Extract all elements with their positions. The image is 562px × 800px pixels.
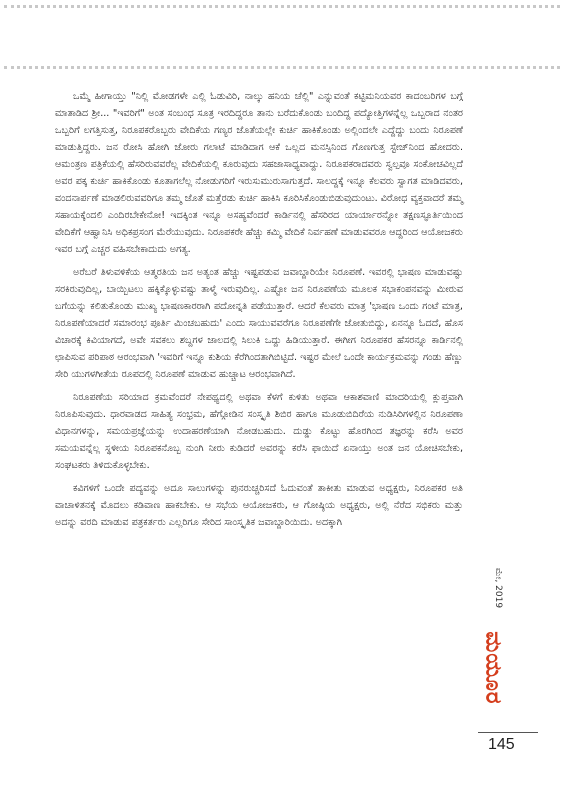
article-paragraph: ಒಮ್ಮೆ ಹೀಗಾಯ್ತು "ನಿಲ್ಲಿ ಮೋಡಗಳೇ ಎಲ್ಲಿ ಓಡುವಿರಿ, ನಾಲ್ಕು ಹನಿಯ ಚೆಲ್ಲಿ" ಎನ್ನುವಂತೆ ಕಟ್ಟಿಮನಿಯವರ ಕಾದಂಬರಿಗಳ ಬಗ್ಗೆ ಮಾತಾಡಿದ ಶ್ರೀ... "ಇವರಿಗೆ" ಅಂತ ಸಂಬಂಧ ಸೂತ್ರ ಇರದಿದ್ದರೂ ತಾನು ಬರೆದುಕೊಂಡು ಬಂದಿದ್ದ ಪದ್ಯೋತ್ತಿಗಳನ್ನೆಲ್ಲ ಒಬ್ಬರಾದ ನಂತರ ಒಬ್ಬರಿಗೆ ಲಗತ್ತಿಸುತ್ತ, ನಿರೂಪಕರೊಬ್ಬರು ವೇದಿಕೆಯ ಗಣ್ಯರ ಜೊತೆಯಲ್ಲೇ ಕುರ್ಚಿ ಹಾಕಿಕೊಂಡು ಅಲ್ಲಿಂದಲೇ ಎದ್ದೆದ್ದು ಬಂದು ನಿರೂಪಣೆ ಮಾಡುತ್ತಿದ್ದರು. ಜನ ರೋಸಿ ಹೋಗಿ ಜೋರು ಗಲಾಟೆ ಮಾಡಿದಾಗ ಆಕೆ ಒಲ್ಲದ ಮನಸ್ಸಿನಿಂದ ಗೊಣಗುತ್ತ ಸ್ಟೇಜ್‌ನಿಂದ ಹೋದರು. ಆಮಂತ್ರಣ ಪತ್ರಿಕೆಯಲ್ಲಿ ಹೆಸರಿರುವವರೆಲ್ಲ ವೇದಿಕೆಯಲ್ಲಿ ಕೂರುವುದು ಸಹಜಾಸಾಧ್ಯವಾದ್ದು. ನಿರೂಪಕರಾದವರು ಸ್ವಲ್ಪವೂ ಸಂಕೋಚವಿಲ್ಲದೆ ಅವರ ಪಕ್ಕ ಕುರ್ಚಿ ಹಾಕಿಕೊಂಡು ಕೂತಾಗಲೆಲ್ಲ ನೋಡುಗರಿಗೆ ಇರುಸುಮುರುಸಾಗುತ್ತದೆ. ಸಾಲದ್ದಕ್ಕೆ ಇನ್ನೂ ಕೆಲವರು ಸ್ವಾಗತ ಮಾಡಿದವರು, ವಂದನಾರ್ಪಣೆ ಮಾಡಲಿರುವವರಿಗೂ ತಮ್ಮ ಜೊತೆ ಮತ್ತೆರಡು ಕುರ್ಚಿ ಹಾಕಿಸಿ ಕೂರಿಸಿಕೊಂಡುಬಿಡುವುದುಂಟು. ವಿರೋಧ ವ್ಯಕ್ತವಾದರೆ ತಮ್ಮ ಸಹಾಯಕ್ಕೆಂದಲಿ ಎಂದಿರಬೇಕೇನೋ! ಇದಕ್ಕಿಂತ ಇನ್ನೂ ಅಸಹ್ಯವೆಂದರೆ ಕಾರ್ಡಿನಲ್ಲಿ ಹೆಸರಿರದ ಯಾರ್ಯಾರನ್ನೋ ತಕ್ಷಣಸ್ಫೂರ್ತಿಯಿಂದ ವೇದಿಕೆಗೆ ಆಹ್ವಾನಿಸಿ ಅಧಿಕಪ್ರಸಂಗ ಮೆರೆಯುವುದು. ನಿರೂಪಕರೇ ಹೆಚ್ಚು ಕಮ್ಮಿ ವೇದಿಕೆ ನಿರ್ವಹಣೆ ಮಾಡುವವರೂ ಆದ್ದರಿಂದ ಆಯೋಜಕರು ಇವರ ಬಗ್ಗೆ ಎಚ್ಚರ ವಹಿಸಬೇಕಾದುದು ಅಗತ್ಯ. [55,91,463,255]
article-body [55,88,463,537]
article-paragraph: ಅರೆಬರೆ ತಿಳುವಳಿಕೆಯ ಆತ್ಮರತಿಯ ಜನ ಅತ್ಯಂತ ಹೆಚ್ಚು ಇಷ್ಟಪಡುವ ಜವಾಬ್ದಾರಿಯೇ ನಿರೂಪಣೆ. ಇವರಲ್ಲಿ ಭಾಷಣ ಮಾಡುವಷ್ಟು ಸರಕಿರುವುದಿಲ್ಲ, ಬಾಯ್ಬಿಟಲು ಹಕ್ಕಿಕ್ಕೊಳ್ಳುವಷ್ಟು ತಾಳ್ಮೆ ಇರುವುದಿಲ್ಲ. ಎಷ್ಟೋ ಜನ ನಿರೂಪಣೆಯ ಮೂಲಕ ಸಭಾಕಂಪನವನ್ನು ಮೀರುವ ಬಗೆಯನ್ನು ಕಲಿತುಕೊಂಡು ಮುಖ್ಯ ಭಾಷಣಕಾರರಾಗಿ ಪದೋನ್ನತಿ ಪಡೆಯುತ್ತಾರೆ. ಆದರೆ ಕೆಲವರು ಮಾತ್ರ 'ಭಾಷಣ ಒಂದು ಗಂಟೆ ಮಾತ್ರ, ನಿರೂಪಣೆಯಾದರೆ ಸಮಾರಂಭ ಪೂರ್ತಿ ಮಿಂಚಬಹುದು' ಎಂದು ಸಾಯುವವರೆಗೂ ನಿರೂಪಣೆಗೇ ಜೋತುಬಿದ್ದು, ಏನನ್ನೂ ಓದದೆ, ಹೊಸ ವಿಚಾರಕ್ಕೆ ಕಿವಿಯಾಗದೆ, ಅವೇ ಸವಕಲು ಶಬ್ದಗಳ ಜಾಲದಲ್ಲಿ ಸಿಲುಕಿ ಒದ್ದು ಹಿಡಿಯುತ್ತಾರೆ. ಈಗೀಗ ನಿರೂಪಕರ ಹೆಸರನ್ನೂ ಕಾರ್ಡಿನಲ್ಲಿ ಛಾಪಿಸುವ ಪರಿಪಾಠ ಆರಂಭವಾಗಿ 'ಇವರಿಗೆ ಇನ್ನೂ ಕುಶಿಯ ಕೆರೆಗಿಂದತಾಗಿಬಿಟ್ಟಿದೆ. ಇಷ್ಟರ ಮೇಲೆ ಒಂದೇ ಕಾರ್ಯಕ್ರಮವನ್ನು ಗಂಡು ಹೆಣ್ಣು ಸೇರಿ ಯುಗಳಗೀತೆಯ ರೂಪದಲ್ಲಿ ನಿರೂಪಣೆ ಮಾಡುವ ಹುಚ್ಚಾಟ ಆರಂಭವಾಗಿದೆ. [55,267,463,380]
article-paragraph: ನಿರೂಪಣೆಯ ಸರಿಯಾದ ಕ್ರಮವೆಂದರೆ ನೇಪಥ್ಯದಲ್ಲಿ ಅಥವಾ ಕೆಳಗೆ ಕುಳಿತು ಅಥವಾ ಆಕಾಶವಾಣಿ ಮಾದರಿಯಲ್ಲಿ ಕ್ಲುಪ್ತವಾಗಿ ನಿರೂಪಿಸುವುದು. ಧಾರವಾಡದ ಸಾಹಿತ್ಯ ಸಂಭ್ರಮ, ಹೆಗ್ಗೋಡಿನ ಸಂಸ್ಕೃತಿ ಶಿಬಿರ ಹಾಗೂ ಮೂಡುಬಿದಿರೆಯ ನುಡಿಸಿರಿಗಳಲ್ಲಿನ ನಿರೂಪಣಾ ವಿಧಾನಗಳನ್ನು, ಸಮಯಪ್ರಜ್ಞೆಯನ್ನು ಉದಾಹರಣೆಯಾಗಿ ನೋಡಬಹುದು. ದುಡ್ಡು ಕೊಟ್ಟು ಹೊರಗಿಂದ ತಜ್ಞರನ್ನು ಕರೆಸಿ ಅವರ ಸಮಯವನ್ನೆಲ್ಲ ಸ್ಥಳೀಯ ನಿರೂಪಕನೊಬ್ಬ ನುಂಗಿ ನೀರು ಕುಡಿದರೆ ಅವರನ್ನು ಕರೆಸಿ ಫಾಯಿದೆ ಏನಾಯ್ತು ಅಂತ ಜನ ಯೋಚಿಸಬೇಕು, ಸಂಘಟಕರು ತಿಳಿದುಕೊಳ್ಳಬೇಕು. [55,392,463,471]
top-dotted-border [4,5,560,8]
page-number: 145 [488,736,515,753]
issue-date-text: ಮೇ, 2019 [493,567,504,609]
magazine-logo [478,618,510,718]
header-dotted-divider [4,66,560,69]
issue-date [488,560,508,616]
magazine-logo-text: ಮಯೂರ [481,631,508,705]
article-paragraph: ಕವಿಗಳಿಗೆ ಒಂದೇ ಪದ್ಯವನ್ನು ಅದೂ ಸಾಲುಗಳನ್ನು ಪುನರುಚ್ಚರಿಸದೆ ಓದುವಂತೆ ತಾಕೀತು ಮಾಡುವ ಅಧ್ಯಕ್ಷರು, ನಿರೂಪಕರ ಅತಿ ವಾಚಾಳಿತನಕ್ಕೆ ಮೊದಲು ಕಡಿವಾಣ ಹಾಕಬೇಕು. ಆ ಸಭೆಯ ಆಯೋಜಕರು, ಆ ಗೋಷ್ಠಿಯ ಅಧ್ಯಕ್ಷರು, ಅಲ್ಲಿ ನೆರೆದ ಸಭಿಕರು ಮತ್ತು ಅದನ್ನು ವರದಿ ಮಾಡುವ ಪತ್ರಕರ್ತರು ಎಲ್ಲರಿಗೂ ಸೇರಿದ ಸಾಂಸ್ಕೃತಿಕ ಜವಾಬ್ದಾರಿಯಿದು. ಅದಕ್ಕಾಗಿ [55,483,463,528]
page-number-rule [478,732,538,733]
magazine-sidebar [478,560,518,720]
